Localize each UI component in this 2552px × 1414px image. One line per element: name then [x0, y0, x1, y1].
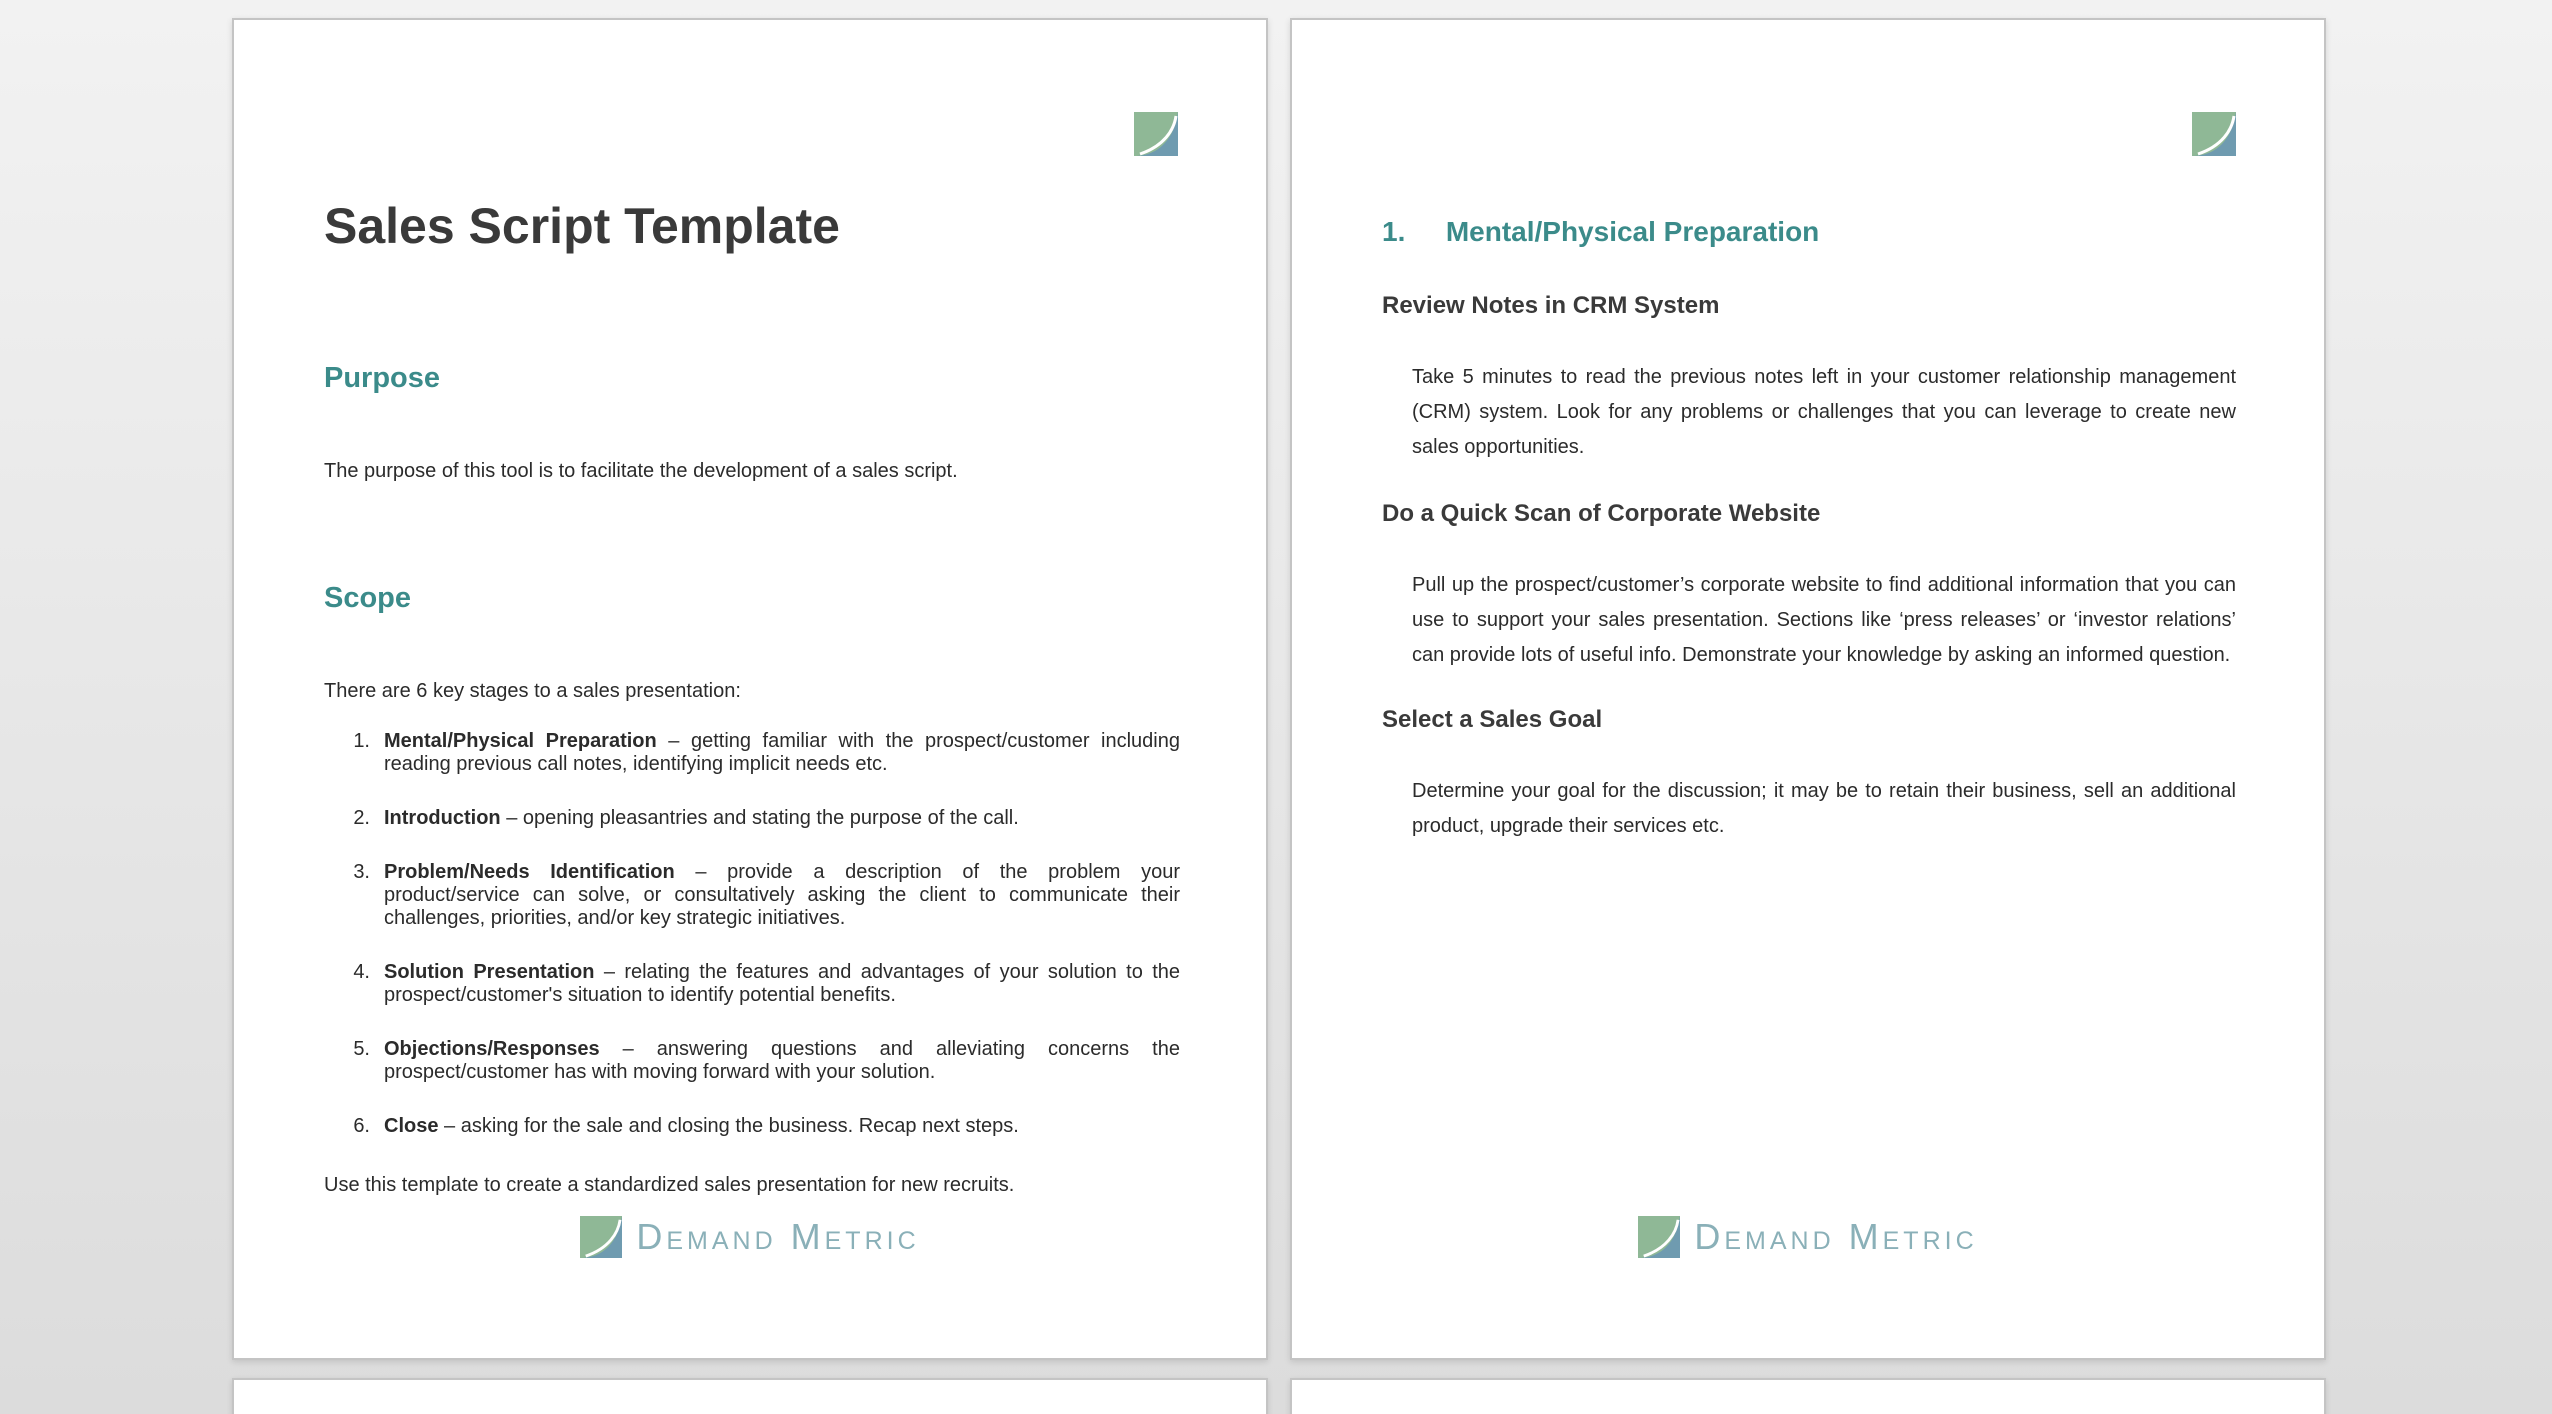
brand-wordmark: Demand Metric — [636, 1216, 920, 1257]
footer-logo — [234, 1216, 1266, 1258]
document-page-3 — [232, 1378, 1268, 1414]
document-page-2 — [1290, 18, 2326, 1360]
crm-text[interactable]: Take 5 minutes to read the previous notes left in your customer relationship management (CRM) system. Look for any problems or challenges that you can leverage to create new sales opportunities. — [1412, 366, 2236, 458]
list-item[interactable]: 4. Solution Presentation – relating the features and advantages of your solution to the prospect/customer's situation to identify potential benefits. — [353, 961, 1180, 1006]
page-title: Sales Script Template — [324, 198, 840, 254]
list-item[interactable]: 1. Mental/Physical Preparation – getting familiar with the prospect/customer including reading previous call notes, identifying implicit needs etc. — [353, 730, 1180, 775]
demand-metric-logo-icon — [1638, 1216, 1680, 1258]
goal-text[interactable]: Determine your goal for the discussion; it may be to retain their business, sell an additional product, upgrade their services etc. — [1412, 780, 2236, 837]
list-item[interactable]: 2. Introduction – opening pleasantries and stating the purpose of the call. — [353, 807, 1019, 829]
document-page-4 — [1290, 1378, 2326, 1414]
footer-logo — [1292, 1216, 2324, 1258]
subheading-website: Do a Quick Scan of Corporate Website — [1382, 500, 1821, 527]
brand-wordmark: Demand Metric — [1694, 1216, 1978, 1257]
list-item[interactable]: 5. Objections/Responses – answering questions and alleviating concerns the prospect/customer has with moving forward with your solution. — [353, 1038, 1180, 1083]
section-title: Mental/Physical Preparation — [1445, 216, 1820, 247]
document-page-1 — [232, 18, 1268, 1360]
subheading-crm: Review Notes in CRM System — [1382, 292, 1720, 319]
section-number: 1. — [1382, 216, 1406, 247]
stages-list — [324, 730, 1180, 1169]
list-item[interactable]: 3. Problem/Needs Identification – provide a description of the problem your product/service can solve, or consultatively asking the client to communicate their challenges, priorities, and/or key strategic initiatives. — [353, 861, 1180, 929]
purpose-heading: Purpose — [324, 362, 441, 394]
scope-heading: Scope — [324, 582, 412, 614]
purpose-text[interactable]: The purpose of this tool is to facilitate the development of a sales script. — [324, 460, 958, 482]
demand-metric-logo-icon — [1134, 112, 1178, 156]
website-text[interactable]: Pull up the prospect/customer’s corporate website to find additional information that you can use to support your sales presentation. Sections like ‘press releases’ or ‘investor relations’ can provide lots of useful info. Demonstrate your knowledge by asking an informed question. — [1412, 574, 2236, 666]
scope-intro[interactable]: There are 6 key stages to a sales presentation: — [324, 680, 741, 702]
demand-metric-logo-icon — [580, 1216, 622, 1258]
demand-metric-logo-icon — [2192, 112, 2236, 156]
subheading-goal: Select a Sales Goal — [1382, 706, 1603, 733]
closing-text[interactable]: Use this template to create a standardized sales presentation for new recruits. — [324, 1174, 1015, 1196]
section-heading — [1382, 216, 1819, 248]
list-item[interactable]: 6. Close – asking for the sale and closing the business. Recap next steps. — [353, 1115, 1019, 1137]
